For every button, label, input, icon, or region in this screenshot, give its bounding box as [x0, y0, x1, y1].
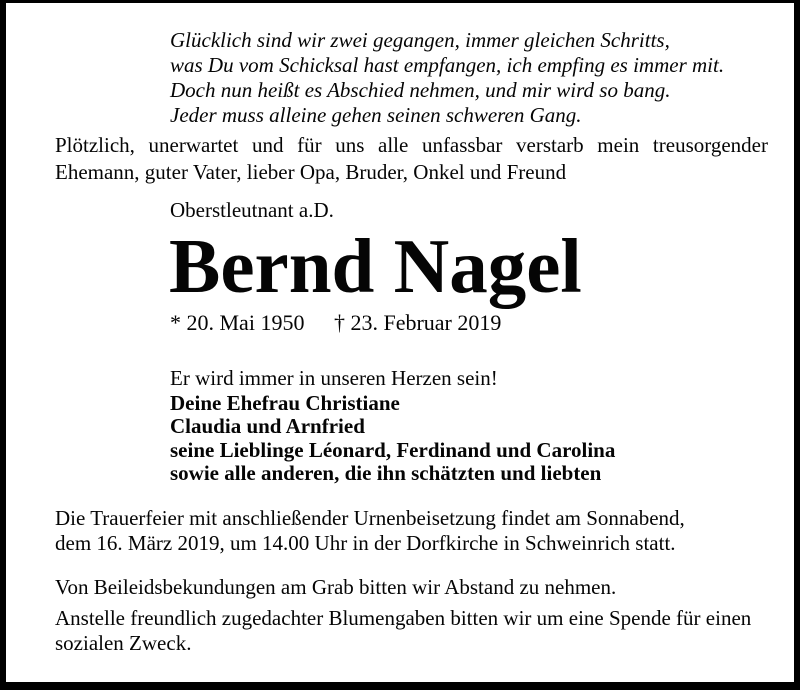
- poem-line-3: Doch nun heißt es Abschied nehmen, und mir wird so bang.: [170, 78, 671, 102]
- mourner-line-4: sowie alle anderen, die ihn schätzten und liebten: [170, 460, 602, 485]
- service-line-1: Die Trauerfeier mit anschließender Urnenbeisetzung findet am Sonnabend,: [55, 506, 685, 530]
- intro-line-1: Plötzlich, unerwartet und für uns alle unfassbar verstarb mein treusorgender: [55, 133, 768, 157]
- donation-note-paragraph: [55, 606, 768, 656]
- mourner-line-2: Claudia und Arnfried: [170, 414, 365, 439]
- poem-line-1: Glücklich sind wir zwei gegangen, immer gleichen Schritts,: [170, 28, 670, 52]
- birth-date: * 20. Mai 1950: [170, 310, 305, 335]
- life-dates: [170, 310, 501, 336]
- service-line-2: dem 16. März 2019, um 14.00 Uhr in der Dorfkirche in Schweinrich statt.: [55, 530, 676, 555]
- mourners-list: [170, 392, 615, 485]
- intro-line-2: Ehemann, guter Vater, lieber Opa, Bruder, Onkel und Freund: [55, 160, 567, 184]
- deceased-name: Bernd Nagel: [169, 223, 582, 309]
- condolence-note: Von Beileidsbekundungen am Grab bitten wir Abstand zu nehmen.: [55, 575, 617, 599]
- donation-line-2: sozialen Zweck.: [55, 631, 192, 655]
- farewell-line: Er wird immer in unseren Herzen sein!: [170, 366, 498, 390]
- poem-line-4: Jeder muss alleine gehen seinen schweren Gang.: [170, 103, 582, 127]
- memorial-poem: [170, 28, 724, 128]
- intro-paragraph: [55, 132, 768, 186]
- service-info-paragraph: [55, 506, 768, 555]
- rank-title: Oberstleutnant a.D.: [170, 198, 334, 222]
- mourner-line-1: Deine Ehefrau Christiane: [170, 391, 400, 415]
- poem-line-2: was Du vom Schicksal hast empfangen, ich empfing es immer mit.: [170, 53, 725, 77]
- death-date: † 23. Februar 2019: [333, 310, 502, 335]
- donation-line-1: Anstelle freundlich zugedachter Blumengaben bitten wir um eine Spende für einen: [55, 606, 752, 630]
- mourner-line-3: seine Lieblinge Léonard, Ferdinand und Carolina: [170, 437, 616, 462]
